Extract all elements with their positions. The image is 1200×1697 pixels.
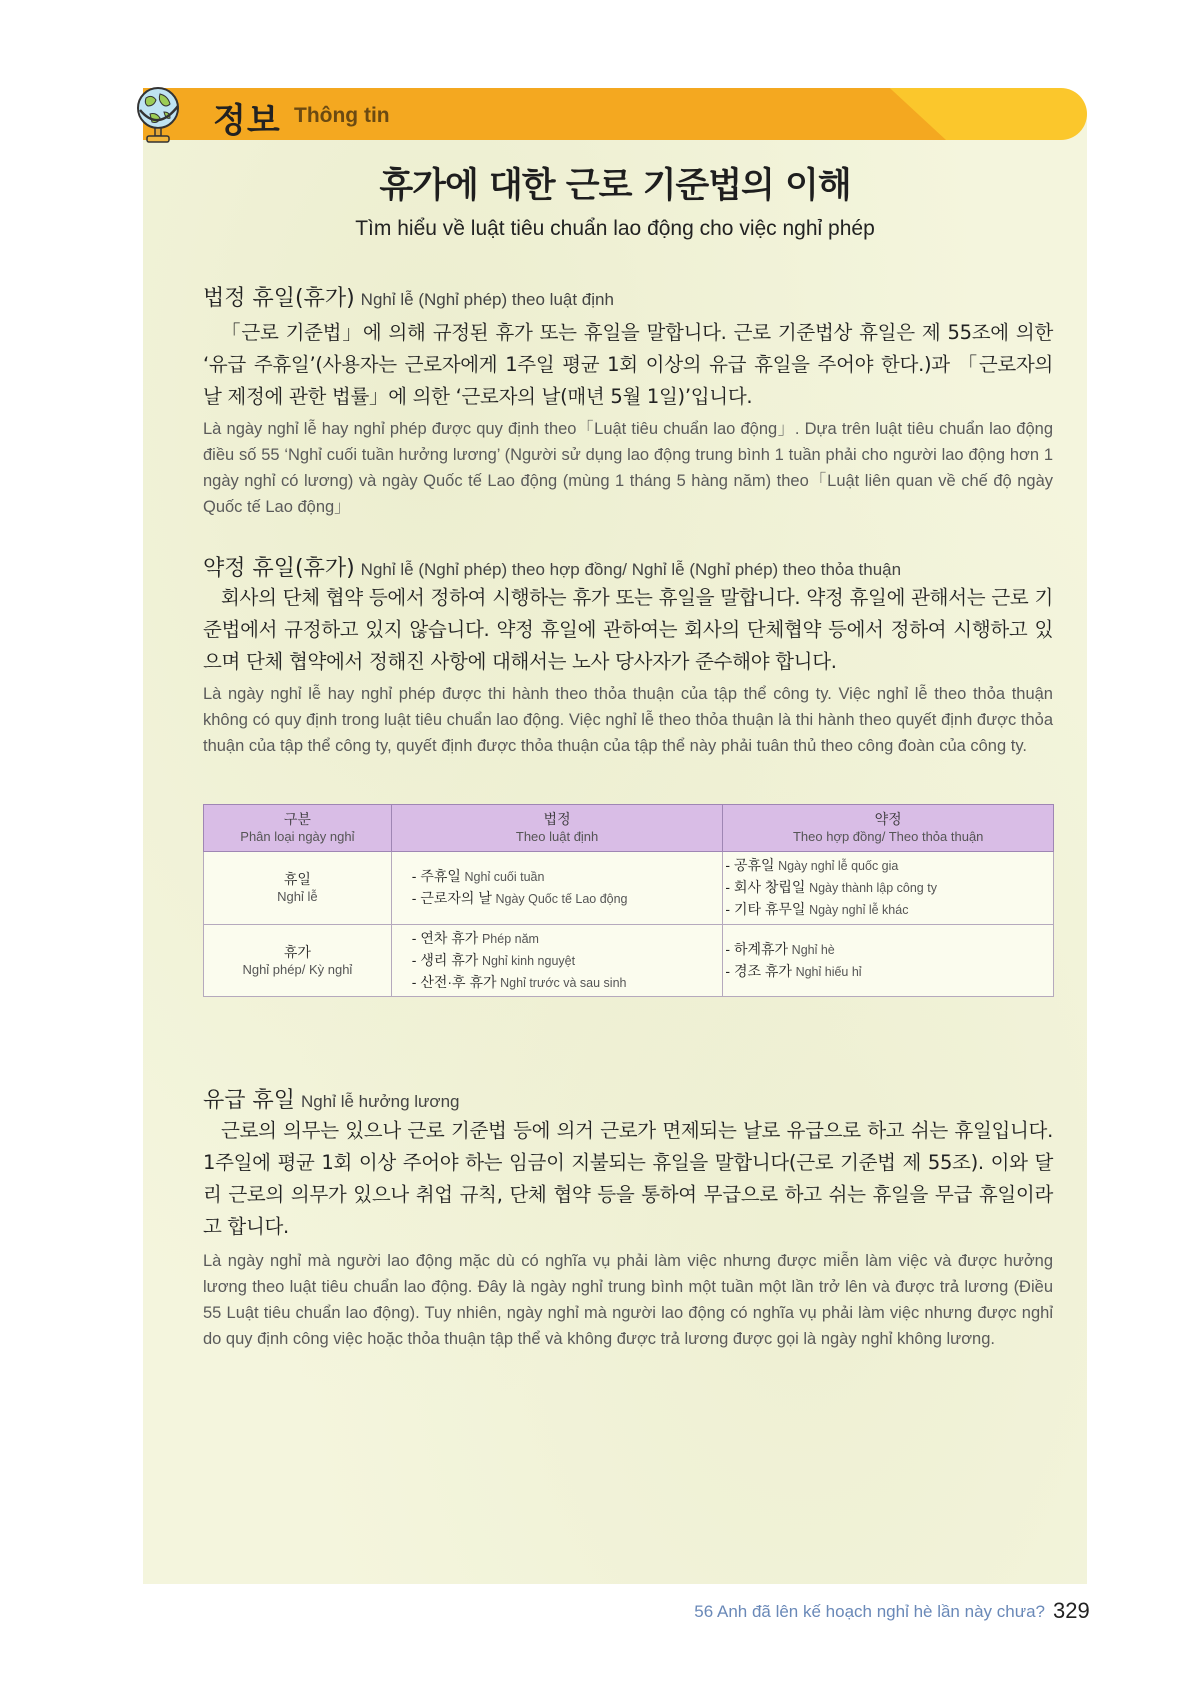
section-body-vi: Là ngày nghỉ lễ hay nghỉ phép được thi hành theo thỏa thuận của tập thể công ty. Việc nghỉ lễ theo thỏa thuận không có quy định trong luật tiêu chuẩn lao động. Việc nghỉ lễ theo thỏa thuận là thi hành theo quyết định được thỏa thuận của tập thể công ty, quyết định được thỏa thuận của tập thể này phải tuân thủ theo công đoàn của công ty. <box>203 685 1053 755</box>
page-number: 329 <box>1053 1598 1090 1623</box>
table-header <box>723 805 1054 852</box>
section-heading-vi: Nghỉ lễ (Nghỉ phép) theo hợp đồng/ Nghỉ lễ (Nghỉ phép) theo thỏa thuận <box>360 560 902 579</box>
row-header <box>204 925 392 997</box>
list-item: - 공휴일 Ngày nghỉ lễ quốc gia <box>725 857 899 873</box>
list-item: - 산전·후 휴가 Nghỉ trước và sau sinh <box>411 973 627 990</box>
table-row <box>204 852 1054 925</box>
contract-list <box>723 852 1054 925</box>
list-item: - 기타 휴무일 Ngày nghỉ lễ khác <box>725 901 909 917</box>
section-body-ko: 회사의 단체 협약 등에서 정하여 시행하는 휴가 또는 휴일을 말합니다. 약정 휴일에 관해서는 근로 기준법에서 규정하고 있지 않습니다. 약정 휴일에 관하여는 회사의 단체협약 등에서 정하여 시행하고 있으며 단체 협약에서 정해진 사항에 대해서는 노사 당사자가 준수해야 합니다. <box>203 586 1053 673</box>
list-item: - 근로자의 날 Ngày Quốc tế Lao động <box>411 890 628 906</box>
header-ko: 약정 <box>874 811 902 827</box>
section-heading-legal <box>203 281 614 312</box>
row-label-ko: 휴일 <box>283 871 311 887</box>
section-heading-ko: 법정 휴일(휴가) <box>203 286 355 311</box>
header-vi: Theo hợp đồng/ Theo thỏa thuận <box>792 829 984 844</box>
list-item: - 회사 창립일 Ngày thành lập công ty <box>725 879 937 895</box>
section-body-vi: Là ngày nghỉ mà người lao động mặc dù có nghĩa vụ phải làm việc nhưng được miễn làm việc và được hưởng lương theo luật tiêu chuẩn lao động. Đây là ngày nghỉ trung bình một tuần một lần trở lên và được trả lương (Điều 55 Luật tiêu chuẩn lao động). Tuy nhiên, ngày nghỉ mà người lao động có nghĩa vụ phải làm việc nhưng được nghỉ do quy định công việc hoặc thỏa thuận tập thể và không được trả lương được gọi là ngày nghỉ không lương. <box>203 1252 1053 1348</box>
header-vi: Phân loại ngày nghỉ <box>240 829 355 844</box>
header-ko: 구분 <box>283 811 311 827</box>
header-ko: 법정 <box>543 811 571 827</box>
globe-icon <box>136 86 182 144</box>
list-item: - 주휴일 Nghỉ cuối tuần <box>411 868 545 884</box>
row-label-ko: 휴가 <box>283 943 311 960</box>
legal-list <box>391 925 723 997</box>
section-body-ko: 근로의 의무는 있으나 근로 기준법 등에 의거 근로가 면제되는 날로 유급으로 하고 쉬는 휴일입니다. 1주일에 평균 1회 이상 주어야 하는 임금이 지불되는 휴일을 말합니다(근로 기준법 제 55조). 이와 달리 근로의 의무가 있으나 취업 규칙, 단체 협약 등을 통하여 무급으로 하고 쉬는 휴일을 무급 휴일이라고 합니다. <box>203 1119 1053 1238</box>
section-heading-vi: Nghỉ lễ (Nghỉ phép) theo luật định <box>360 290 614 309</box>
holiday-table <box>203 804 1054 997</box>
list-item: - 연차 휴가 Phép năm <box>411 929 539 946</box>
section-heading-ko: 약정 휴일(휴가) <box>203 556 355 581</box>
table-header <box>204 805 392 852</box>
lesson-footer: 56 Anh đã lên kế hoạch nghỉ hè lần này chưa? <box>694 1602 1045 1621</box>
table-header <box>391 805 723 852</box>
section-body-vi: Là ngày nghỉ lễ hay nghỉ phép được quy định theo「Luật tiêu chuẩn lao động」. Dựa trên luật tiêu chuẩn lao động điều số 55 ‘Nghỉ cuối tuần hưởng lương’ (Người sử dụng lao động trung bình 1 tuần phải cho người lao động hơn 1 ngày nghỉ có lương) và ngày Quốc tế Lao động (mùng 1 tháng 5 hàng năm) theo「Luật liên quan về chế độ ngày Quốc tế Lao động」 <box>203 420 1053 516</box>
list-item: - 경조 휴가 Nghỉ hiếu hỉ <box>725 962 862 979</box>
section-heading-contract <box>203 551 901 582</box>
row-label-vi: Nghỉ phép/ Kỳ nghỉ <box>242 961 353 977</box>
section-heading-vi: Nghỉ lễ hưởng lương <box>301 1092 460 1111</box>
table-row <box>204 925 1054 997</box>
banner-label-ko: 정보 <box>213 101 281 141</box>
section-body-ko: 「근로 기준법」에 의해 규정된 휴가 또는 휴일을 말합니다. 근로 기준법상 휴일은 제 55조에 의한 ‘유급 주휴일’(사용자는 근로자에게 1주일 평균 1회 이상의 유급 휴일을 주어야 한다.)과 「근로자의 날 제정에 관한 법률」에 의한 ‘근로자의 날(매년 5월 1일)’입니다. <box>203 321 1053 408</box>
section-heading-paid <box>203 1083 460 1114</box>
row-header <box>204 852 392 925</box>
list-item: - 생리 휴가 Nghỉ kinh nguyệt <box>411 951 576 968</box>
list-item: - 하계휴가 Nghỉ hè <box>725 940 835 957</box>
section-heading-ko: 유급 휴일 <box>203 1088 296 1113</box>
row-label-vi: Nghỉ lễ <box>277 889 318 904</box>
table-header-row <box>204 805 1054 852</box>
legal-list <box>391 852 723 925</box>
page-title: 휴가에 대한 근로 기준법의 이해 <box>379 166 851 206</box>
header-vi: Theo luật định <box>515 829 599 844</box>
contract-list <box>723 925 1054 997</box>
banner-label-vi: Thông tin <box>294 104 390 127</box>
page-subtitle: Tìm hiểu về luật tiêu chuẩn lao động cho việc nghỉ phép <box>355 217 875 240</box>
